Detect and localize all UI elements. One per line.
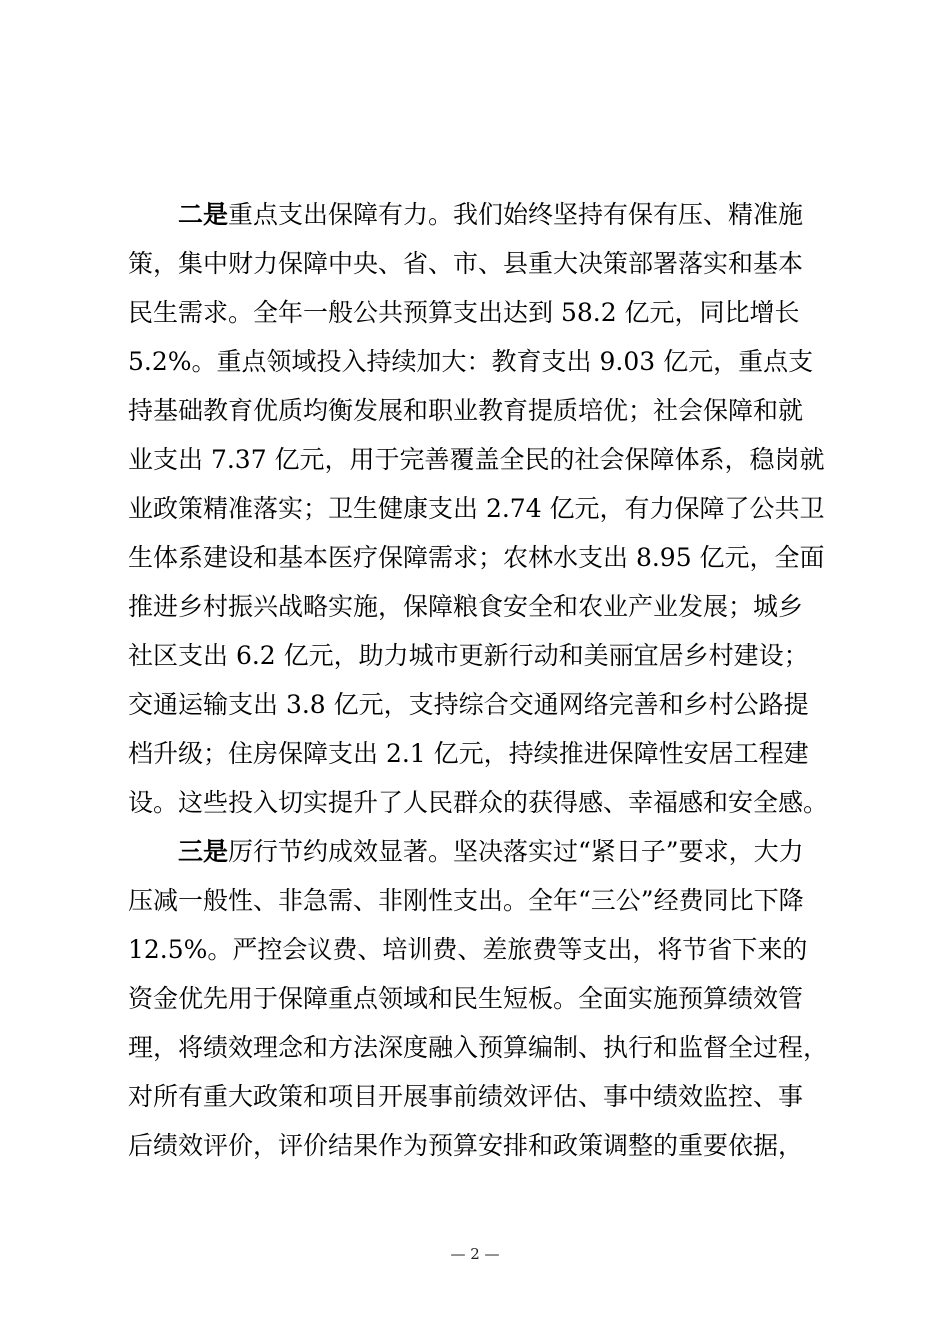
paragraph-2-line-2: 压减一般性、非急需、非刚性支出。全年“三公”经费同比下降	[128, 886, 804, 915]
document-body	[128, 190, 828, 1170]
paragraph-2-line-5: 理，将绩效理念和方法深度融入预算编制、执行和监督全过程，	[128, 1033, 829, 1062]
paragraph-1-text: 重点支出保障有力。我们始终坚持有保有压、精准施	[228, 200, 804, 229]
paragraph-1-line-3: 民生需求。全年一般公共预算支出达到 58.2 亿元，同比增长	[128, 298, 800, 327]
paragraph-1-line-8: 生体系建设和基本医疗保障需求；农林水支出 8.95 亿元，全面	[128, 543, 825, 572]
paragraph-1-line-1	[128, 190, 828, 239]
paragraph-1-line-6: 业支出 7.37 亿元，用于完善覆盖全民的社会保障体系，稳岗就	[128, 445, 825, 474]
paragraph-2-line-4: 资金优先用于保障重点领域和民生短板。全面实施预算绩效管	[128, 984, 804, 1013]
paragraph-1-line-13: 设。这些投入切实提升了人民群众的获得感、幸福感和安全感。	[128, 788, 829, 817]
paragraph-2-line-6: 对所有重大政策和项目开展事前绩效评估、事中绩效监控、事	[128, 1082, 804, 1111]
paragraph-2-line-1	[128, 827, 828, 876]
paragraph-2-lead: 三是	[178, 837, 229, 866]
paragraph-1-line-4: 5.2%。重点领域投入持续加大：教育支出 9.03 亿元，重点支	[128, 347, 814, 376]
paragraph-1-line-2: 策，集中财力保障中央、省、市、县重大决策部署落实和基本	[128, 249, 804, 278]
paragraph-1-line-5: 持基础教育优质均衡发展和职业教育提质培优；社会保障和就	[128, 396, 804, 425]
paragraph-2-text: 厉行节约成效显著。坚决落实过“紧日子”要求，大力	[228, 837, 804, 866]
paragraph-1-line-11: 交通运输支出 3.8 亿元，支持综合交通网络完善和乡村公路提	[128, 690, 809, 719]
page-number: — 2 —	[450, 1245, 500, 1263]
paragraph-2-line-3: 12.5%。严控会议费、培训费、差旅费等支出，将节省下来的	[128, 935, 808, 964]
paragraph-1-line-7: 业政策精准落实；卫生健康支出 2.74 亿元，有力保障了公共卫	[128, 494, 825, 523]
paragraph-2-line-7: 后绩效评价，评价结果作为预算安排和政策调整的重要依据，	[128, 1131, 804, 1160]
paragraph-1-lead: 二是	[178, 200, 229, 229]
paragraph-1-line-12: 档升级；住房保障支出 2.1 亿元，持续推进保障性安居工程建	[128, 739, 809, 768]
paragraph-1-line-9: 推进乡村振兴战略实施，保障粮食安全和农业产业发展；城乡	[128, 592, 804, 621]
paragraph-1-line-10: 社区支出 6.2 亿元，助力城市更新行动和美丽宜居乡村建设；	[128, 641, 809, 670]
